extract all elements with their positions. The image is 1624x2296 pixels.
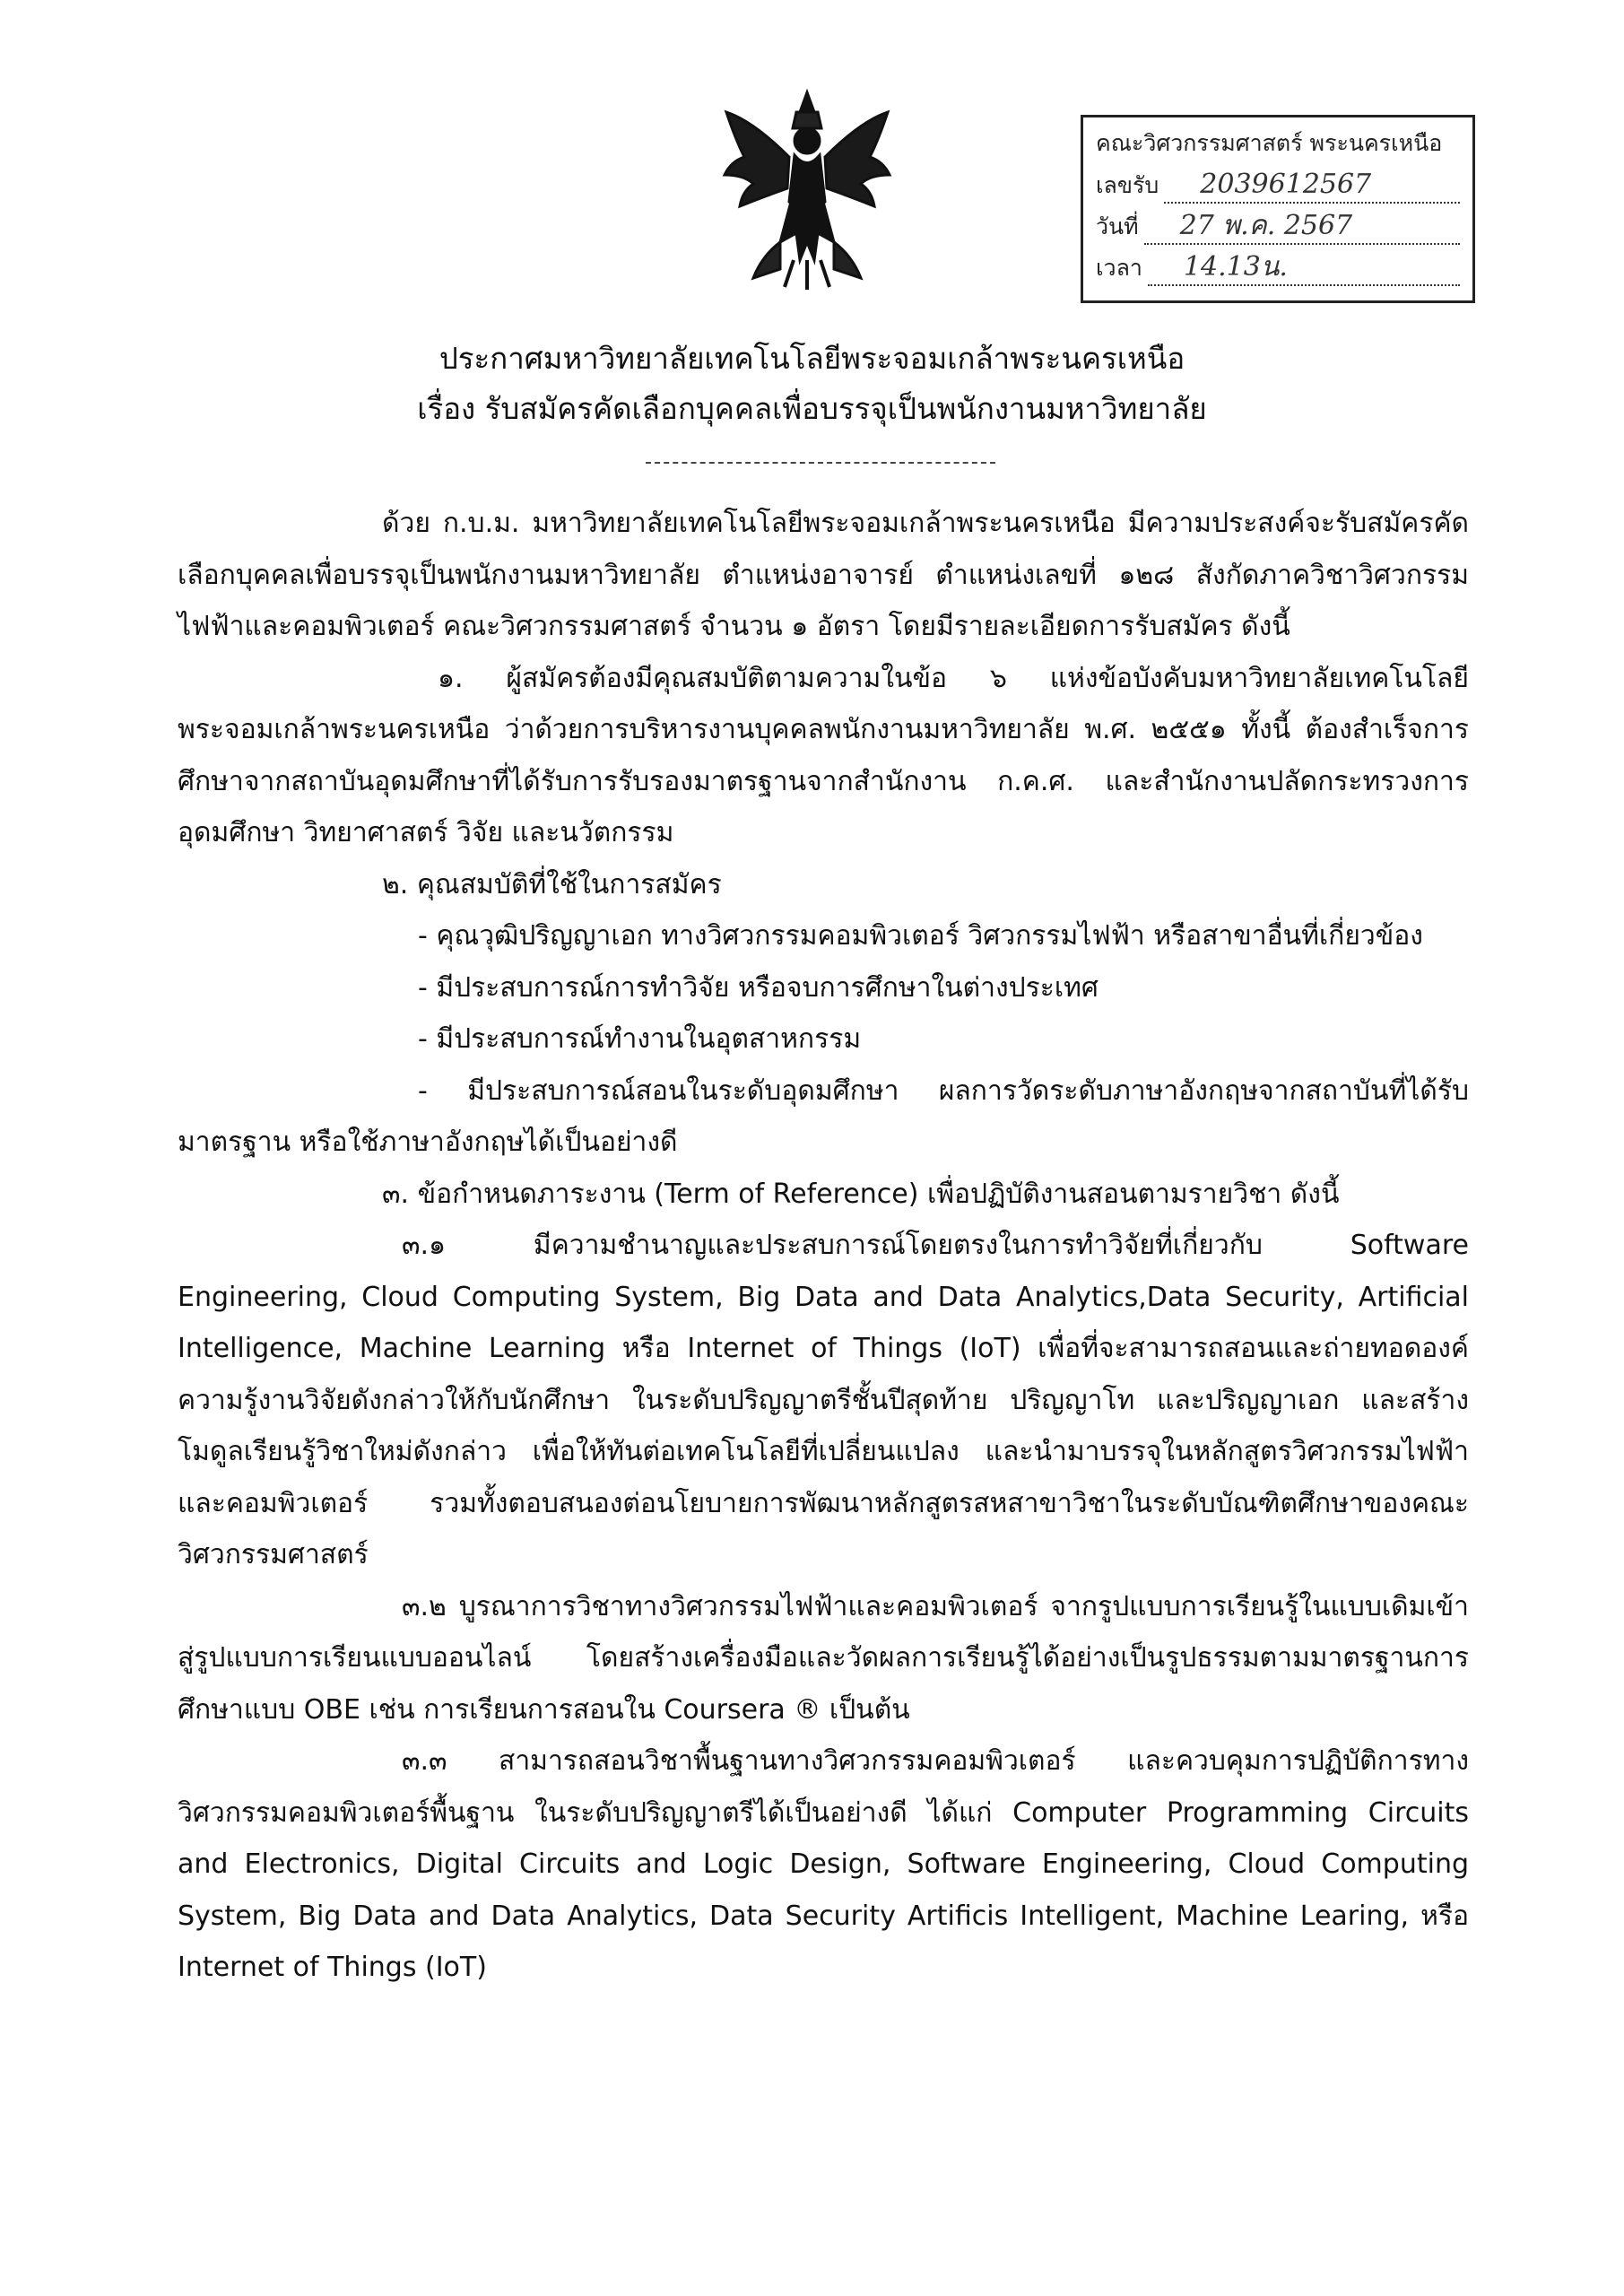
item-2-bullet: - มีประสบการณ์ทำงานในอุตสาหกรรม xyxy=(418,1023,862,1055)
stamp-receipt-row xyxy=(1096,162,1460,204)
stamp-time-row xyxy=(1096,245,1460,286)
stamp-header: คณะวิศวกรรมศาสตร์ พระนครเหนือ xyxy=(1096,130,1443,156)
title-subject: เรื่อง รับสมัครคัดเลือกบุคคลเพื่อบรรจุเป็นพนักงานมหาวิทยาลัย xyxy=(417,391,1207,426)
item-3-heading: ๓. ข้อกำหนดภาระงาน (Term of Reference) เพื่อปฏิบัติงานสอนตามรายวิชา ดังนี้ xyxy=(382,1178,1340,1210)
stamp-date-row xyxy=(1096,204,1460,245)
receipt-number-label: เลขรับ xyxy=(1096,172,1159,198)
intro-paragraph: ด้วย ก.บ.ม. มหาวิทยาลัยเทคโนโลยีพระจอมเกล้าพระนครเหนือ มีความประสงค์จะรับสมัครคัดเลือกบุคคลเพื่อบรรจุเป็นพนักงานมหาวิทยาลัย ตำแหน่งอาจารย์ ตำแหน่งเลขที่ ๑๒๘ สังกัดภาควิชาวิศวกรรมไฟฟ้าและคอมพิวเตอร์ คณะวิศวกรรมศาสตร์ จำนวน ๑ อัตรา โดยมีรายละเอียดการรับสมัคร ดังนี้ xyxy=(178,508,1469,642)
item-3-2-paragraph: ๓.๒ บูรณาการวิชาทางวิศวกรรมไฟฟ้าและคอมพิวเตอร์ จากรูปแบบการเรียนรู้ในแบบเดิมเข้าสู่รูปแบบการเรียนแบบออนไลน์ โดยสร้างเครื่องมือและวัดผลการเรียนรู้ได้อย่างเป็นรูปธรรมตามมาตรฐานการศึกษาแบบ OBE เช่น การเรียนการสอนใน Coursera ® เป็นต้น xyxy=(178,1590,1469,1726)
title-line-1: ประกาศมหาวิทยาลัยเทคโนโลยีพระจอมเกล้าพระนครเหนือ xyxy=(439,341,1185,376)
announcement-title xyxy=(0,334,1624,434)
time-value: 14.13น. xyxy=(1148,250,1460,286)
item-3-1-paragraph: ๓.๑ มีความชำนาญและประสบการณ์โดยตรงในการทำวิจัยที่เกี่ยวกับ Software Engineering, Cloud Computing System, Big Data and Data Analytics,Data Security, Artificial Intelligence, Machine Learning หรือ Internet of Things (IoT) เพื่อที่จะสามารถสอนและถ่ายทอดองค์ความรู้งานวิจัยดังกล่าวให้กับนักศึกษา ในระดับปริญญาตรีชั้นปีสุดท้าย ปริญญาโท และปริญญาเอก และสร้างโมดูลเรียนรู้วิชาใหม่ดังกล่าว เพื่อให้ทันต่อเทคโนโลยีที่เปลี่ยนแปลง และนำมาบรรจุในหลักสูตรวิศวกรรมไฟฟ้าและคอมพิวเตอร์ รวมทั้งตอบสนองต่อนโยบายการพัฒนาหลักสูตรสหสาขาวิชาในระดับบัณฑิตศึกษาของคณะวิศวกรรมศาสตร์ xyxy=(178,1230,1469,1570)
title-divider xyxy=(646,462,995,464)
time-label: เวลา xyxy=(1096,255,1142,281)
item-3-3-paragraph: ๓.๓ สามารถสอนวิชาพื้นฐานทางวิศวกรรมคอมพิวเตอร์ และควบคุมการปฏิบัติการทางวิศวกรรมคอมพิวเตอร์พื้นฐาน ในระดับปริญญาตรีได้เป็นอย่างดี ได้แก่ Computer Programming Circuits and Electronics, Digital Circuits and Logic Design, Software Engineering, Cloud Computing System, Big Data and Data Analytics, Data Security Artificis Intelligent, Machine Learing, หรือ Internet of Things (IoT) xyxy=(178,1745,1469,1983)
garuda-emblem-icon xyxy=(717,85,897,291)
item-1-paragraph: ๑. ผู้สมัครต้องมีคุณสมบัติตามความในข้อ ๖ แห่งข้อบังคับมหาวิทยาลัยเทคโนโลยีพระจอมเกล้าพระนครเหนือ ว่าด้วยการบริหารงานบุคคลพนักงานมหาวิทยาลัย พ.ศ. ๒๕๕๑ ทั้งนี้ ต้องสำเร็จการศึกษาจากสถาบันอุดมศึกษาที่ได้รับการรับรองมาตรฐานจากสำนักงาน ก.ค.ศ. และสำนักงานปลัดกระทรวงการอุดมศึกษา วิทยาศาสตร์ วิจัย และนวัตกรรม xyxy=(178,662,1469,848)
document-body xyxy=(178,498,1469,1994)
receipt-number-value: 2039612567 xyxy=(1164,168,1460,204)
item-2-bullet: - มีประสบการณ์สอนในระดับอุดมศึกษา ผลการวัดระดับภาษาอังกฤษจากสถาบันที่ได้รับมาตรฐาน หรือใช้ภาษาอังกฤษได้เป็นอย่างดี xyxy=(178,1074,1469,1158)
item-2-bullet: - คุณวุฒิปริญญาเอก ทางวิศวกรรมคอมพิวเตอร์ วิศวกรรมไฟฟ้า หรือสาขาอื่นที่เกี่ยวข้อง xyxy=(418,920,1423,952)
receipt-stamp xyxy=(1081,115,1475,303)
date-value: 27 พ.ค. 2567 xyxy=(1144,209,1460,245)
item-2-heading: ๒. คุณสมบัติที่ใช้ในการสมัคร xyxy=(382,868,722,900)
date-label: วันที่ xyxy=(1096,213,1139,239)
item-2-bullet: - มีประสบการณ์การทำวิจัย หรือจบการศึกษาในต่างประเทศ xyxy=(418,971,1099,1004)
